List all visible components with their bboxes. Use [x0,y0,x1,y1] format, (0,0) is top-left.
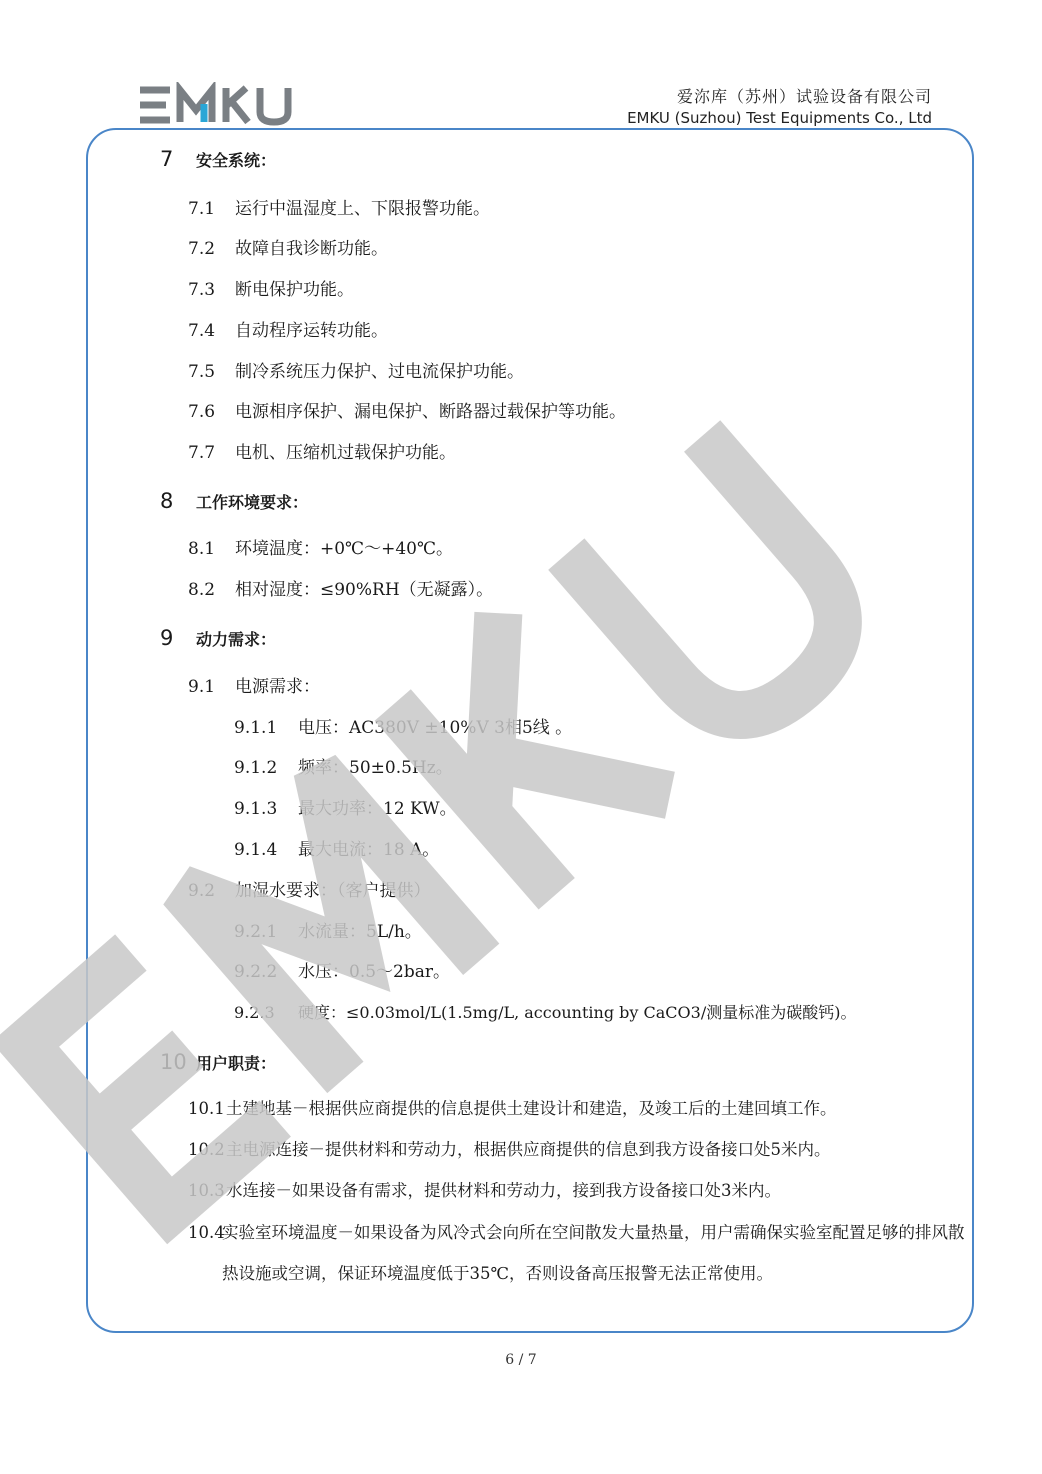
item-number: 10.1 [188,1099,225,1118]
list-item [188,197,490,221]
item-number: 7.4 [188,321,216,341]
item-text: 水连接－如果设备有需求，提供材料和劳动力，接到我方设备接口处3米内。 [226,1181,781,1200]
company-name-cn: 爱沵库（苏州）试验设备有限公司 [676,87,932,106]
list-item [188,879,431,903]
section-number: 7 [160,147,174,171]
list-item [188,1212,974,1294]
item-text: 故障自我诊断功能。 [235,239,388,259]
list-item [234,1001,856,1025]
section-8-heading [160,489,308,513]
section-number: 10 [160,1050,187,1074]
company-name-en: EMKU (Suzhou) Test Equipments Co., Ltd [627,109,932,127]
section-title: 工作环境要求： [196,493,309,512]
list-item [188,578,493,602]
item-text: 电源相序保护、漏电保护、断路器过载保护等功能。 [235,402,626,422]
section-10-heading [160,1050,276,1074]
item-number: 9.1 [188,677,216,697]
section-9-heading [160,626,276,650]
item-text: 水压：0.5～2bar。 [298,962,450,982]
item-text: 最大电流：18 A。 [298,840,440,860]
list-item [234,756,453,780]
item-text: 环境温度：+0℃～+40℃。 [235,539,453,559]
list-item [234,920,422,944]
section-title: 用户职责： [196,1054,277,1073]
section-7-heading [160,147,276,171]
list-item [234,960,450,984]
item-text: 频率：50±0.5Hz。 [298,758,453,778]
item-text: 电机、压缩机过载保护功能。 [235,443,456,463]
item-number: 10.3 [188,1181,225,1200]
item-text: 实验室环境温度－如果设备为风冷式会向所在空间散发大量热量，用户需确保实验室配置足够的排风散热设施或空调，保证环境温度低于35℃，否则设备高压报警无法正常使用。 [222,1223,965,1283]
section-title: 安全系统： [196,151,277,170]
item-text: 运行中温湿度上、下限报警功能。 [235,199,490,219]
list-item [188,537,453,561]
list-item [188,1097,837,1121]
item-number: 7.1 [188,199,216,219]
item-text: 加湿水要求：（客户提供） [235,881,431,901]
item-number: 8.2 [188,580,216,600]
item-number: 9.1.3 [234,799,278,819]
list-item [188,675,320,699]
item-text: 相对湿度：≤90%RH（无凝露）。 [235,580,494,600]
item-text: 自动程序运转功能。 [235,321,388,341]
item-number: 10.2 [188,1140,225,1159]
list-item [188,1179,781,1203]
item-number: 9.2.3 [234,1003,275,1022]
item-number: 9.2 [188,881,216,901]
item-text: 电压：AC380V ±10%V 3相5线 。 [298,718,573,738]
item-text: 主电源连接－提供材料和劳动力，根据供应商提供的信息到我方设备接口处5米内。 [226,1140,831,1159]
list-item [188,319,388,343]
list-item [188,278,354,302]
item-number: 9.2.2 [234,962,278,982]
item-number: 9.1.2 [234,758,278,778]
list-item [188,1138,831,1162]
item-text: 硬度：≤0.03mol/L(1.5mg/L, accounting by CaCO3/测量标准为碳酸钙)。 [298,1003,857,1022]
section-title: 动力需求： [196,630,277,649]
list-item [234,797,457,821]
item-number: 7.2 [188,239,216,259]
item-number: 9.1.4 [234,840,278,860]
list-item [188,441,456,465]
list-item [188,400,626,424]
item-text: 断电保护功能。 [235,280,354,300]
item-number: 7.3 [188,280,216,300]
section-number: 9 [160,626,174,650]
item-text: 水流量：5L/h。 [298,922,422,942]
list-item [188,237,388,261]
list-item [234,838,439,862]
item-text: 电源需求： [235,677,320,697]
list-item [188,360,524,384]
item-number: 8.1 [188,539,216,559]
item-text: 土建地基－根据供应商提供的信息提供土建设计和建造，及竣工后的土建回填工作。 [226,1099,837,1118]
item-text: 最大功率：12 KW。 [298,799,457,819]
item-text: 制冷系统压力保护、过电流保护功能。 [235,362,524,382]
item-number: 7.6 [188,402,216,422]
section-number: 8 [160,489,174,513]
list-item [234,716,572,740]
item-number: 7.7 [188,443,216,463]
page-number: 6 / 7 [505,1352,537,1368]
item-number: 9.2.1 [234,922,278,942]
item-number: 9.1.1 [234,718,278,738]
item-number: 10.4 [188,1223,225,1242]
item-number: 7.5 [188,362,216,382]
